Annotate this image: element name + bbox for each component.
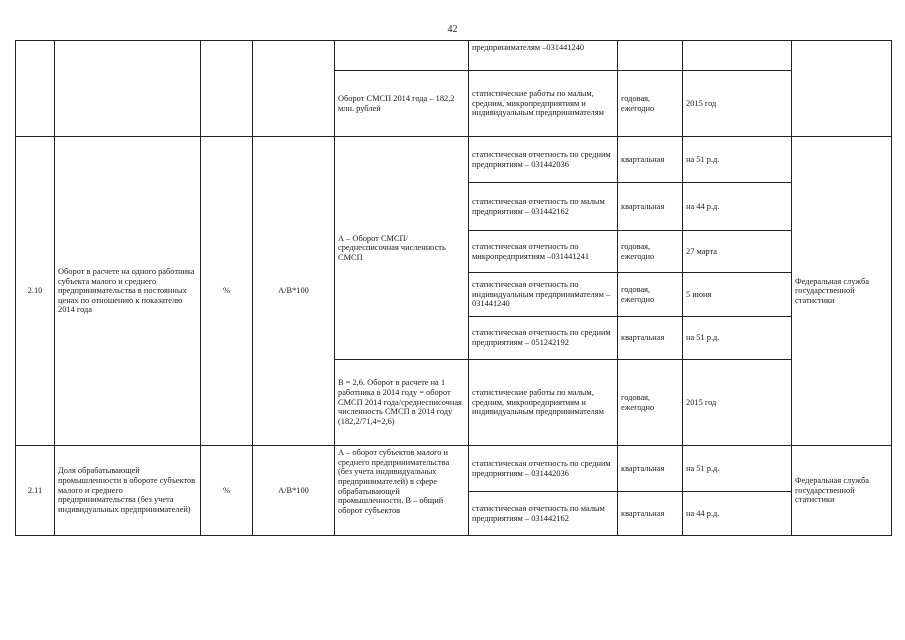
row-number: 2.11: [16, 446, 55, 536]
period-cell: квартальная: [618, 183, 683, 231]
source-cell: статистическая отчетность по микропредприятиям –031441241: [469, 231, 618, 273]
table-cell: [683, 41, 792, 71]
period-cell: годовая, ежегодно: [618, 360, 683, 446]
source-cell: статистическая отчетность по индивидуальным предпринимателям –031441240: [469, 273, 618, 317]
unit-cell: %: [201, 446, 253, 536]
table-cell: [792, 41, 892, 137]
page-number: 42: [447, 24, 458, 35]
source-cell: статистическая отчетность по средним предприятиям – 031442036: [469, 446, 618, 492]
table-row: [16, 137, 892, 183]
source-cell: предпринимателям –031441240: [469, 41, 618, 71]
table-cell: [618, 41, 683, 71]
formula-desc-cell: Оборот СМСП 2014 года – 182,2 млн. рублей: [335, 71, 469, 137]
source-cell: статистическая отчетность по малым предприятиям – 031442162: [469, 492, 618, 536]
period-cell: квартальная: [618, 492, 683, 536]
indicator-name: Доля обрабатывающей промышленности в обороте субъектов малого и среднего предпринимательства (без учета индивидуальных предпринимателей): [55, 446, 201, 536]
due-cell: 2015 год: [683, 360, 792, 446]
formula-desc-cell: В = 2,6. Оборот в расчете на 1 работника в 2014 году = оборот СМСП 2014 года/среднесписочная численность СМСП в 2014 году (182,2/71,4=2,6): [335, 360, 469, 446]
responsible-cell: Федеральная служба государственной статистики: [792, 446, 892, 536]
period-cell: квартальная: [618, 317, 683, 360]
table-cell: [16, 41, 55, 137]
table-cell: [335, 41, 469, 71]
table-cell: [201, 41, 253, 137]
source-cell: статистическая отчетность по средним предприятиям – 031442036: [469, 137, 618, 183]
formula-cell: А/В*100: [253, 446, 335, 536]
indicator-name: Оборот в расчете на одного работника субъекта малого и среднего предпринимательства в постоянных ценах по отношению к показателю 2014 года: [55, 137, 201, 446]
table-row: [16, 446, 892, 492]
period-cell: квартальная: [618, 446, 683, 492]
due-cell: 27 марта: [683, 231, 792, 273]
period-cell: годовая, ежегодно: [618, 231, 683, 273]
formula-desc-cell: А – Оборот СМСП/среднесписочная численность СМСП: [335, 137, 469, 360]
due-cell: на 44 р.д.: [683, 492, 792, 536]
source-cell: статистические работы по малым, средним, микропредприятиям и индивидуальным предпринимателям: [469, 71, 618, 137]
table-cell: [253, 41, 335, 137]
source-cell: статистическая отчетность по малым предприятиям – 031442162: [469, 183, 618, 231]
due-cell: на 51 р.д.: [683, 137, 792, 183]
period-cell: квартальная: [618, 137, 683, 183]
due-cell: 2015 год: [683, 71, 792, 137]
table-row: [16, 41, 892, 71]
due-cell: на 44 р.д.: [683, 183, 792, 231]
formula-cell: А/В*100: [253, 137, 335, 446]
period-cell: годовая, ежегодно: [618, 273, 683, 317]
formula-desc-cell: А – оборот субъектов малого и среднего предпринимательства (без учета индивидуальных предпринимателей) в сфере обрабатывающей промышленности. В – общий оборот субъектов: [335, 446, 469, 536]
due-cell: 5 июня: [683, 273, 792, 317]
due-cell: на 51 р.д.: [683, 317, 792, 360]
table-cell: [55, 41, 201, 137]
row-number: 2.10: [16, 137, 55, 446]
unit-cell: %: [201, 137, 253, 446]
period-cell: годовая, ежегодно: [618, 71, 683, 137]
source-cell: статистическая отчетность по средним предприятиям – 051242192: [469, 317, 618, 360]
due-cell: на 51 р.д.: [683, 446, 792, 492]
source-cell: статистические работы по малым, средним, микропредприятиям и индивидуальным предпринимателям: [469, 360, 618, 446]
responsible-cell: Федеральная служба государственной статистики: [792, 137, 892, 446]
indicator-table: [15, 40, 892, 536]
